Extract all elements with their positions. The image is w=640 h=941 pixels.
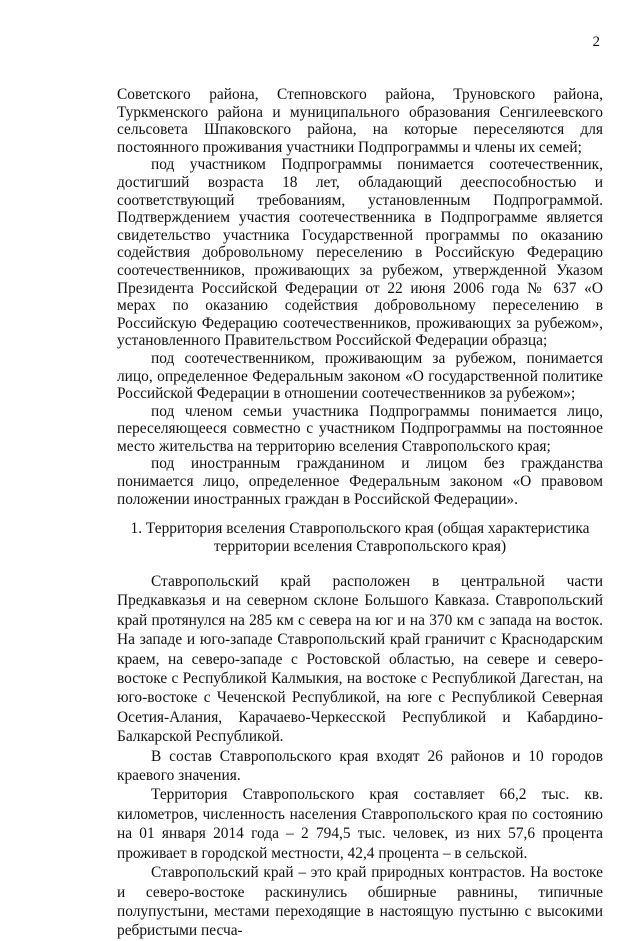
section-heading [117,520,603,555]
paragraph: под членом семьи участника Подпрограммы понимается лицо, переселяющееся совместно с участником Подпрограммы на постоянное место жительства на территорию вселения Ставропольского края; [117,402,603,455]
paragraph: Ставропольский край – это край природных контрастов. На востоке и северо-востоке раскинулись обширные равнины, типичные полупустыни, местами переходящие в настоящую пустыню с высокими ребристыми песча- [117,864,603,940]
paragraph: под иностранным гражданином и лицом без гражданства понимается лицо, определенное Федеральным законом «О правовом положении иностранных граждан в Российской Федерации». [117,455,603,508]
paragraph: Советского района, Степновского района, Труновского района, Туркменского района и муниципального образования Сенгилеевского сельсовета Шпаковского района, на которые переселяются для постоянного проживания участники Подпрограммы и члены их семей; [117,86,603,156]
paragraph: под участником Подпрограммы понимается соотечественник, достигший возраста 18 лет, обладающий дееспособностью и соответствующий требованиям, установленным Подпрограммой. Подтверждением участия соотечественника в Подпрограмме является свидетельство участника Государственной программы по оказанию содействия добровольному переселению в Российскую Федерацию соотечественников, проживающих за рубежом, утвержденной Указом Президента Российской Федерации от 22 июня 2006 года № 637 «О мерах по оказанию содействия добровольному переселению в Российскую Федерацию соотечественников, проживающих за рубежом», установленного Правительством Российской Федерации образца; [117,156,603,350]
section-heading-line: территории вселения Ставропольского края) [213,537,507,555]
paragraph: Территория Ставропольского края составляет 66,2 тыс. кв. километров, численность населения Ставропольского края по состоянию на 01 января 2014 года – 2 794,5 тыс. человек, из них 57,6 процента проживает в городской местности, 42,4 процента – в сельской. [117,786,603,862]
section-text-block [117,572,603,941]
paragraph: под соотечественником, проживающим за рубежом, понимается лицо, определенное Федеральным законом «О государственной политике Российской Федерации в отношении соотечественников за рубежом»; [117,349,603,403]
paragraph: В состав Ставропольского края входят 26 районов и 10 городов краевого значения. [117,747,603,785]
paragraph: Ставропольский край расположен в центральной части Предкавказья и на северном склоне Большого Кавказа. Ставропольский край протянулся на 285 км с севера на юг и на 370 км с запада на восток. На западе и юго-западе Ставропольский край граничит с Краснодарским краем, на северо-западе с Ростовской областью, на севере и северо-востоке с Республикой Калмыкия, на востоке с Республикой Дагестан, на юго-востоке с Чеченской Республикой, на юге с Республикой Северная Осетия-Алания, Карачаево-Черкесской Республикой и Кабардино-Балкарской Республикой. [117,573,603,746]
page-number: 2 [592,34,600,50]
section-heading-line: 1. Территория вселения Ставропольского края (общая характеристика [130,520,590,537]
intro-text-block [117,86,603,508]
